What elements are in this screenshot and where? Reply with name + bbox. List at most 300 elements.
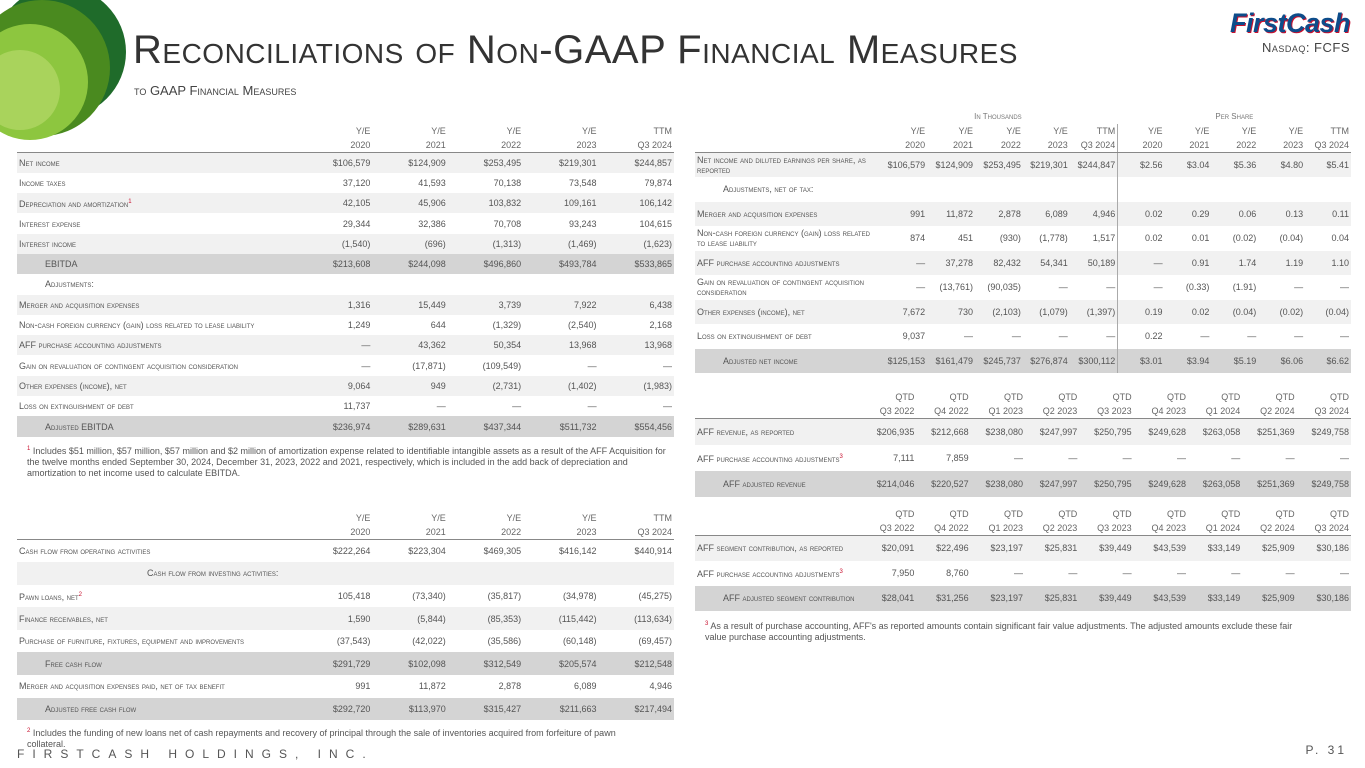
table-cell: 79,874 <box>644 177 672 188</box>
table-cell: 2,878 <box>498 681 522 692</box>
table-cell: 1.19 <box>1258 251 1305 276</box>
table-cell: $3.04 <box>1165 153 1212 178</box>
footnote-marker: 3 <box>839 569 843 575</box>
table-cell: (1,623) <box>599 234 674 254</box>
table-row <box>17 652 674 675</box>
table-cell: $238,080 <box>971 419 1025 445</box>
table-cell: 7,111 <box>893 452 915 463</box>
table-cell: (85,353) <box>448 607 523 630</box>
table-cell: 0.91 <box>1165 251 1212 276</box>
table-cell: 105,418 <box>337 590 371 601</box>
table-cell: $3.01 <box>1118 349 1165 374</box>
table-cell: $217,494 <box>599 698 674 721</box>
aff-footnote: $^3$ As a result of purchase accounting, AFF's as reported amounts contain significant fair value adjustments. The adjusted amounts exclude these fair value purchase accounting adjustments. <box>705 621 1293 642</box>
table-cell: 4,946 <box>1070 202 1118 227</box>
table-cell: $244,857 <box>599 153 674 173</box>
table-cell: — <box>1122 568 1132 578</box>
table-cell: (2,103) <box>975 300 1023 325</box>
table-row <box>695 324 1351 349</box>
table-cell: 1,590 <box>297 607 372 630</box>
table-cell: $315,427 <box>448 698 523 721</box>
table-cell: $416,142 <box>559 546 597 557</box>
table-cell: $125,153 <box>878 349 927 374</box>
table-cell: — <box>1013 568 1023 578</box>
table-cell: $43,539 <box>1134 586 1188 611</box>
table-cell: $205,574 <box>523 652 598 675</box>
row-label: AFF purchase accounting adjustments$^3$ <box>697 569 843 579</box>
table-cell: (37,543) <box>336 636 371 647</box>
table-cell: 73,548 <box>569 177 597 188</box>
table-cell: 7,950 <box>891 568 915 578</box>
table-cell: 37,278 <box>927 251 975 276</box>
table-cell: — <box>1118 275 1165 300</box>
table-row <box>695 177 1351 202</box>
table-cell: 50,189 <box>1070 251 1118 276</box>
table-cell: 0.02 <box>1118 202 1165 227</box>
footnote-marker: 1 <box>128 199 132 206</box>
row-label: Non-cash foreign currency (gain) loss related to lease liability <box>19 320 255 331</box>
table-cell: 0.06 <box>1211 202 1258 227</box>
row-label: Cash flow from operating activities <box>19 546 151 557</box>
table-row <box>695 300 1351 325</box>
table-cell: $43,539 <box>1134 536 1188 561</box>
row-label: Net income and diluted earnings per share, as reported <box>695 153 878 178</box>
table-cell: $276,874 <box>1023 349 1070 374</box>
table-cell: 13,968 <box>599 335 674 355</box>
table-row <box>695 471 1351 497</box>
table-cell: 82,432 <box>975 251 1023 276</box>
table-row <box>17 335 674 355</box>
group-in-thousands: In Thousands <box>974 112 1022 121</box>
table-cell: 4,946 <box>649 681 672 692</box>
table-cell <box>599 562 674 585</box>
table-cell: — <box>1122 452 1132 463</box>
table-cell: 103,832 <box>448 193 523 213</box>
table-row <box>695 445 1351 471</box>
table-cell: 6,089 <box>1023 202 1070 227</box>
table-cell: 730 <box>927 300 975 325</box>
row-label: Adjusted net income <box>695 349 878 374</box>
table-cell: — <box>1058 331 1068 342</box>
table-cell: $219,301 <box>1023 153 1070 178</box>
aff-revenue-table: QTD QTD QTD QTD QTD QTD QTD QTD QTD Q3 2022 Q4 2022 Q1 2023 Q2 2023 Q3 2023 Q4 2023 Q1 2024 Q2 2024 Q3 2024 AFF revenue, as reported $206,935 $212,668 $238,080 $247,997 $250,795 $249,628 $263,058 $251,369 $249,758 AFF purchase accounting adjustments$^3$ 7,111 7,859 — — — — — — — AFF adjusted revenue $214,046 $220,527 $238,080 $247,997 $250,795 $249,628 $263,058 $251,369 $249,758 <box>695 390 1351 497</box>
table-cell: $263,058 <box>1188 471 1242 497</box>
table-cell: (0.02) <box>1258 300 1305 325</box>
table-cell: $223,304 <box>408 546 446 557</box>
table-cell: — <box>1118 251 1165 276</box>
table-cell: — <box>1285 452 1295 463</box>
table-cell: $30,186 <box>1297 586 1351 611</box>
row-label: AFF purchase accounting adjustments$^3$ <box>697 453 843 464</box>
table-row <box>695 226 1351 251</box>
table-cell <box>1211 177 1258 202</box>
table-cell: 9,037 <box>902 331 926 342</box>
table-cell: (1,313) <box>448 234 523 254</box>
table-cell: — <box>512 401 522 412</box>
table-cell: — <box>1247 331 1257 342</box>
row-label: Net income <box>17 153 297 173</box>
table-cell: $5.36 <box>1211 153 1258 178</box>
table-row <box>17 376 674 396</box>
table-cell: (930) <box>999 233 1021 244</box>
table-cell: 0.02 <box>1165 300 1212 325</box>
table-cell: 11,872 <box>418 681 446 692</box>
table-cell <box>297 562 372 585</box>
table-cell: $249,628 <box>1134 419 1188 445</box>
table-cell: (1,469) <box>523 234 598 254</box>
ticker-label: Nasdaq: FCFS <box>1261 40 1350 55</box>
table-cell: $6.62 <box>1305 349 1351 374</box>
group-per-share: Per Share <box>1215 112 1254 121</box>
table-cell: $469,305 <box>483 546 522 557</box>
table-cell: $3.94 <box>1165 349 1212 374</box>
table-cell: 70,138 <box>493 177 522 188</box>
fcf-footnote: $^2$ Includes the funding of new loans net of cash repayments and recovery of principal through the sale of inventories acquired from forfeiture of pawn collateral. <box>27 728 616 749</box>
table-cell: — <box>663 360 672 371</box>
table-cell: 37,120 <box>342 177 371 188</box>
table-cell: 7,922 <box>523 295 598 315</box>
table-cell: $249,628 <box>1134 471 1188 497</box>
table-cell: 949 <box>372 376 447 396</box>
table-cell: $300,112 <box>1070 349 1118 374</box>
row-label: Merger and acquisition expenses <box>17 295 297 315</box>
table-cell: — <box>1340 452 1349 463</box>
row-label: Adjustments, net of tax: <box>723 184 814 195</box>
table-cell: $312,549 <box>448 652 523 675</box>
page-subtitle: to GAAP Financial Measures <box>134 83 297 98</box>
table-cell: $124,909 <box>372 153 447 173</box>
table-cell: $39,449 <box>1079 586 1133 611</box>
row-label: Cash flow from investing activities: <box>17 562 297 585</box>
table-cell: 451 <box>957 233 974 244</box>
table-cell: $25,909 <box>1242 536 1296 561</box>
table-cell <box>1165 177 1212 202</box>
table-cell: $212,548 <box>599 652 674 675</box>
table-cell: $440,914 <box>634 546 672 557</box>
table-cell: — <box>1200 331 1210 342</box>
table-cell: $247,997 <box>1025 419 1079 445</box>
table-cell: 2,168 <box>649 320 672 331</box>
table-cell: 109,161 <box>523 193 598 213</box>
table-cell: $113,970 <box>372 698 447 721</box>
row-label: Loss on extinguishment of debt <box>19 401 134 412</box>
table-cell: $214,046 <box>862 471 916 497</box>
table-cell: $20,091 <box>862 536 916 561</box>
table-row <box>17 416 674 436</box>
table-cell: (1,402) <box>523 376 598 396</box>
table-cell <box>927 177 975 202</box>
table-cell: — <box>1340 568 1349 578</box>
table-cell: — <box>1285 568 1295 578</box>
table-cell: — <box>1294 331 1304 342</box>
table-cell: $22,496 <box>916 536 970 561</box>
table-cell: $211,663 <box>523 698 598 721</box>
table-cell <box>372 274 447 294</box>
table-cell: (1,329) <box>492 320 522 331</box>
table-cell: (5,844) <box>372 607 447 630</box>
table-cell: — <box>1294 282 1304 293</box>
table-cell: $2.56 <box>1118 153 1165 178</box>
row-label: Free cash flow <box>17 652 297 675</box>
table-cell: 0.02 <box>1118 226 1165 251</box>
table-cell: 0.01 <box>1191 233 1210 244</box>
table-cell: (0.02) <box>1232 233 1257 244</box>
table-row <box>17 562 674 585</box>
table-cell: 0.29 <box>1165 202 1212 227</box>
table-cell: $496,860 <box>448 254 523 274</box>
table-cell: $220,527 <box>916 471 970 497</box>
table-cell: (69,457) <box>638 636 672 647</box>
table-cell: $263,058 <box>1188 419 1242 445</box>
table-cell: $25,831 <box>1025 536 1079 561</box>
table-cell: 41,593 <box>418 177 446 188</box>
table-cell: $253,495 <box>448 153 523 173</box>
table-cell: 50,354 <box>448 335 523 355</box>
table-cell: — <box>878 251 927 276</box>
table-cell: — <box>1176 452 1186 463</box>
table-cell: $245,737 <box>975 349 1023 374</box>
table-row <box>17 675 674 698</box>
row-label: Pawn loans, net$^2$ <box>19 591 82 602</box>
row-label: Depreciation and amortization$^1$ <box>17 193 297 213</box>
table-cell: — <box>1068 568 1078 578</box>
row-label: Adjusted free cash flow <box>17 698 297 721</box>
table-row <box>17 173 674 193</box>
table-cell: (45,275) <box>638 590 672 601</box>
table-cell: $437,344 <box>448 416 523 436</box>
table-cell: $6.06 <box>1258 349 1305 374</box>
table-cell <box>523 274 598 294</box>
table-cell: $292,720 <box>297 698 372 721</box>
table-cell: $253,495 <box>975 153 1023 178</box>
table-cell: 9,064 <box>297 376 372 396</box>
footer-company: FIRSTCASH HOLDINGS, INC. <box>17 747 374 761</box>
table-cell: $238,080 <box>971 471 1025 497</box>
table-cell: $249,758 <box>1297 471 1351 497</box>
table-cell: — <box>964 331 974 342</box>
table-cell <box>975 177 1023 202</box>
table-row <box>695 349 1351 374</box>
table-cell: — <box>361 360 371 371</box>
table-cell: (115,442) <box>523 607 598 630</box>
table-cell: $249,758 <box>1297 419 1351 445</box>
row-label: Purchase of furniture, fixtures, equipment and improvements <box>19 636 245 647</box>
row-label: Adjustments: <box>45 279 94 290</box>
table-cell: $244,098 <box>372 254 447 274</box>
table-cell <box>1070 177 1118 202</box>
table-cell: (1,983) <box>599 376 674 396</box>
table-cell: — <box>1176 568 1186 578</box>
table-cell <box>1023 177 1070 202</box>
table-row <box>17 295 674 315</box>
row-label: AFF adjusted revenue <box>695 471 862 497</box>
table-cell: $511,732 <box>523 416 598 436</box>
brand-block <box>1230 8 1350 55</box>
table-cell: (60,148) <box>563 636 597 647</box>
table-cell: 6,089 <box>574 681 597 692</box>
table-cell: $247,997 <box>1025 471 1079 497</box>
ebitda-reconciliation-table: Y/E Y/E Y/E Y/E TTM 2020 2021 2022 2023 Q3 2024 Net income $106,579 $124,909 $253,495 $219,301 $244,857 Income taxes 37,120 41,593 70,138 73,548 79,874 Depreciation and amortization$^1$ 42,105 45,906 103,832 109,161 106,142 Interest expense 29,344 32,386 70,708 93,243 104,615 Interest income (1,540) (696) (1,313) (1,469) (1,623) EBITDA $213,608 $244,098 $496,860 $493,784 $533,865 Adjustments: Merger and acquisition expenses 1,316 15,449 3,739 7,922 6,438 Non-cash foreign currency (gain) loss related to lease liability 1,249 644 (1,329) (2,540) 2,168 AFF purchase accounting adjustments — 43,362 50,354 13,968 13,968 Gain on revaluation of contingent acquisition consideration — (17,871) (109,549) — — Other expenses (income), net 9,064 949 (2,731) (1,402) (1,983) Loss on extinguishment of debt 11,737 — — — — Adjusted EBITDA $236,974 $289,631 $437,344 $511,732 $554,456 <box>17 124 674 437</box>
free-cash-flow-table: Y/E Y/E Y/E Y/E TTM 2020 2021 2022 2023 Q3 2024 Cash flow from operating activities $222,264 $223,304 $469,305 $416,142 $440,914 Cash flow from investing activities: Pawn loans, net$^2$ 105,418 (73,340) (35,817) (34,978) (45,275) Finance receivables, net 1,590 (5,844) (85,353) (115,442) (113,634) Purchase of furniture, fixtures, equipment and improvements (37,543) (42,022) (35,586) (60,148) (69,457) Free cash flow $291,729 $102,098 $312,549 $205,574 $212,548 Merger and acquisition expenses paid, net of tax benefit 991 11,872 2,878 6,089 4,946 Adjusted free cash flow $292,720 $113,970 $315,427 $211,663 $217,494 <box>17 511 674 720</box>
table-cell: (35,817) <box>487 590 522 601</box>
table-cell: (73,340) <box>412 590 446 601</box>
table-cell: 7,672 <box>878 300 927 325</box>
table-cell: 6,438 <box>599 295 674 315</box>
table-row <box>17 630 674 653</box>
table-cell: 1,249 <box>347 320 371 331</box>
row-label: Gain on revaluation of contingent acquisition consideration <box>697 277 864 298</box>
table-cell: (109,549) <box>482 360 522 371</box>
table-row <box>17 698 674 721</box>
table-cell: $5.19 <box>1211 349 1258 374</box>
page-number: P. 31 <box>1305 743 1347 757</box>
table-cell: $28,041 <box>862 586 916 611</box>
table-cell: 1,316 <box>297 295 372 315</box>
table-cell <box>599 274 674 294</box>
table-cell: $124,909 <box>927 153 975 178</box>
table-cell: $25,909 <box>1242 586 1296 611</box>
table-cell: $25,831 <box>1025 586 1079 611</box>
row-label: Other expenses (income), net <box>695 300 878 325</box>
row-label: AFF revenue, as reported <box>695 419 862 445</box>
table-cell: — <box>1068 452 1078 463</box>
row-label: EBITDA <box>17 254 297 274</box>
table-row <box>17 396 674 416</box>
footnote-marker: 2 <box>78 591 82 598</box>
table-cell <box>878 177 927 202</box>
table-cell: — <box>916 282 926 293</box>
table-cell: 0.19 <box>1118 300 1165 325</box>
table-row <box>17 540 674 563</box>
table-cell: 104,615 <box>639 218 672 229</box>
row-label: Other expenses (income), net <box>17 376 297 396</box>
table-cell: (113,634) <box>599 607 674 630</box>
table-cell: $219,301 <box>523 153 598 173</box>
table-cell: — <box>1231 452 1241 463</box>
table-cell: $4.80 <box>1258 153 1305 178</box>
table-cell: $291,729 <box>297 652 372 675</box>
table-cell: — <box>1011 331 1021 342</box>
table-row <box>17 254 674 274</box>
table-cell: $30,186 <box>1297 536 1351 561</box>
table-cell: (34,978) <box>563 590 597 601</box>
row-label: AFF purchase accounting adjustments <box>695 251 878 276</box>
table-cell: (0.33) <box>1185 282 1210 293</box>
table-cell <box>297 274 372 294</box>
table-cell: (0.04) <box>1305 300 1351 325</box>
table-cell: (13,761) <box>939 282 974 293</box>
table-cell <box>1118 177 1165 202</box>
table-cell: $5.41 <box>1305 153 1351 178</box>
table-cell: — <box>1231 568 1241 578</box>
table-cell: $23,197 <box>971 586 1025 611</box>
row-label: Interest expense <box>19 218 81 229</box>
table-cell: 1.10 <box>1305 251 1351 276</box>
table-cell: (696) <box>372 234 447 254</box>
table-cell: 42,105 <box>297 193 372 213</box>
table-cell: $33,149 <box>1188 536 1242 561</box>
table-cell: $533,865 <box>599 254 674 274</box>
table-cell: — <box>436 401 446 412</box>
page-title: Reconciliations of Non-GAAP Financial Measures <box>133 28 1018 72</box>
table-cell: 54,341 <box>1023 251 1070 276</box>
table-cell: (1,397) <box>1070 300 1118 325</box>
table-cell: (17,871) <box>412 360 446 371</box>
table-cell: $102,098 <box>372 652 447 675</box>
row-label: Merger and acquisition expenses <box>695 202 878 227</box>
table-cell: $289,631 <box>372 416 447 436</box>
table-cell: $250,795 <box>1079 471 1133 497</box>
table-row <box>17 315 674 335</box>
table-cell <box>523 562 598 585</box>
table-cell: $23,197 <box>971 536 1025 561</box>
row-label: AFF segment contribution, as reported <box>695 536 862 561</box>
row-label: Income taxes <box>19 177 66 188</box>
table-cell: 11,737 <box>343 401 371 412</box>
table-cell: 2,878 <box>975 202 1023 227</box>
table-cell: (0.04) <box>1211 300 1258 325</box>
table-cell: — <box>297 335 372 355</box>
table-cell: 45,906 <box>372 193 447 213</box>
row-label: Non-cash foreign currency (gain) loss related to lease liability <box>697 228 870 249</box>
table-cell: 874 <box>910 233 926 244</box>
table-cell <box>1258 177 1305 202</box>
table-cell: 0.11 <box>1305 202 1351 227</box>
table-cell: $493,784 <box>523 254 598 274</box>
table-row <box>695 536 1351 561</box>
table-cell: 644 <box>430 320 446 331</box>
table-cell: (0.04) <box>1279 233 1304 244</box>
table-row <box>17 234 674 254</box>
ebitda-footnote: $^1$ Includes $51 million, $57 million, $57 million and $2 million of amortization expense related to identifiable intangible assets as a result of the AFF Acquisition for the twelve months ended September 30, 2024, December 31, 2023, 2022 and 2021, respectively, which is included in the add back of depreciation and amortization to net income used to calculate EBITDA. <box>27 446 666 478</box>
table-cell: $251,369 <box>1242 471 1296 497</box>
table-row <box>695 153 1351 178</box>
table-cell: 93,243 <box>569 218 597 229</box>
table-cell: — <box>1340 331 1349 342</box>
table-row <box>695 419 1351 445</box>
table-cell: $33,149 <box>1188 586 1242 611</box>
table-cell: (90,035) <box>987 282 1021 293</box>
table-cell: — <box>1058 282 1068 293</box>
row-label: AFF purchase accounting adjustments <box>17 335 297 355</box>
table-cell <box>1305 177 1351 202</box>
table-cell: 29,344 <box>342 218 371 229</box>
brand-logo: FirstCash <box>1229 8 1350 38</box>
table-cell: — <box>587 360 597 371</box>
table-cell: 3,739 <box>448 295 523 315</box>
table-cell: 32,386 <box>418 218 446 229</box>
table-cell: $206,935 <box>862 419 916 445</box>
row-label: AFF adjusted segment contribution <box>695 586 862 611</box>
table-cell: $250,795 <box>1079 419 1133 445</box>
table-row <box>17 607 674 630</box>
table-row <box>695 275 1351 300</box>
table-cell: 43,362 <box>372 335 447 355</box>
table-row <box>17 355 674 375</box>
table-cell: 991 <box>355 681 371 692</box>
table-cell: $554,456 <box>599 416 674 436</box>
table-cell: 7,859 <box>946 452 969 463</box>
table-cell: $212,668 <box>916 419 970 445</box>
table-cell <box>448 562 523 585</box>
table-cell: 1.74 <box>1211 251 1258 276</box>
table-cell: (1,778) <box>1039 233 1068 244</box>
table-cell: 11,872 <box>927 202 975 227</box>
table-cell: 0.04 <box>1331 233 1349 244</box>
table-row <box>695 251 1351 276</box>
footnote-marker: 3 <box>839 453 843 460</box>
table-cell: $236,974 <box>297 416 372 436</box>
